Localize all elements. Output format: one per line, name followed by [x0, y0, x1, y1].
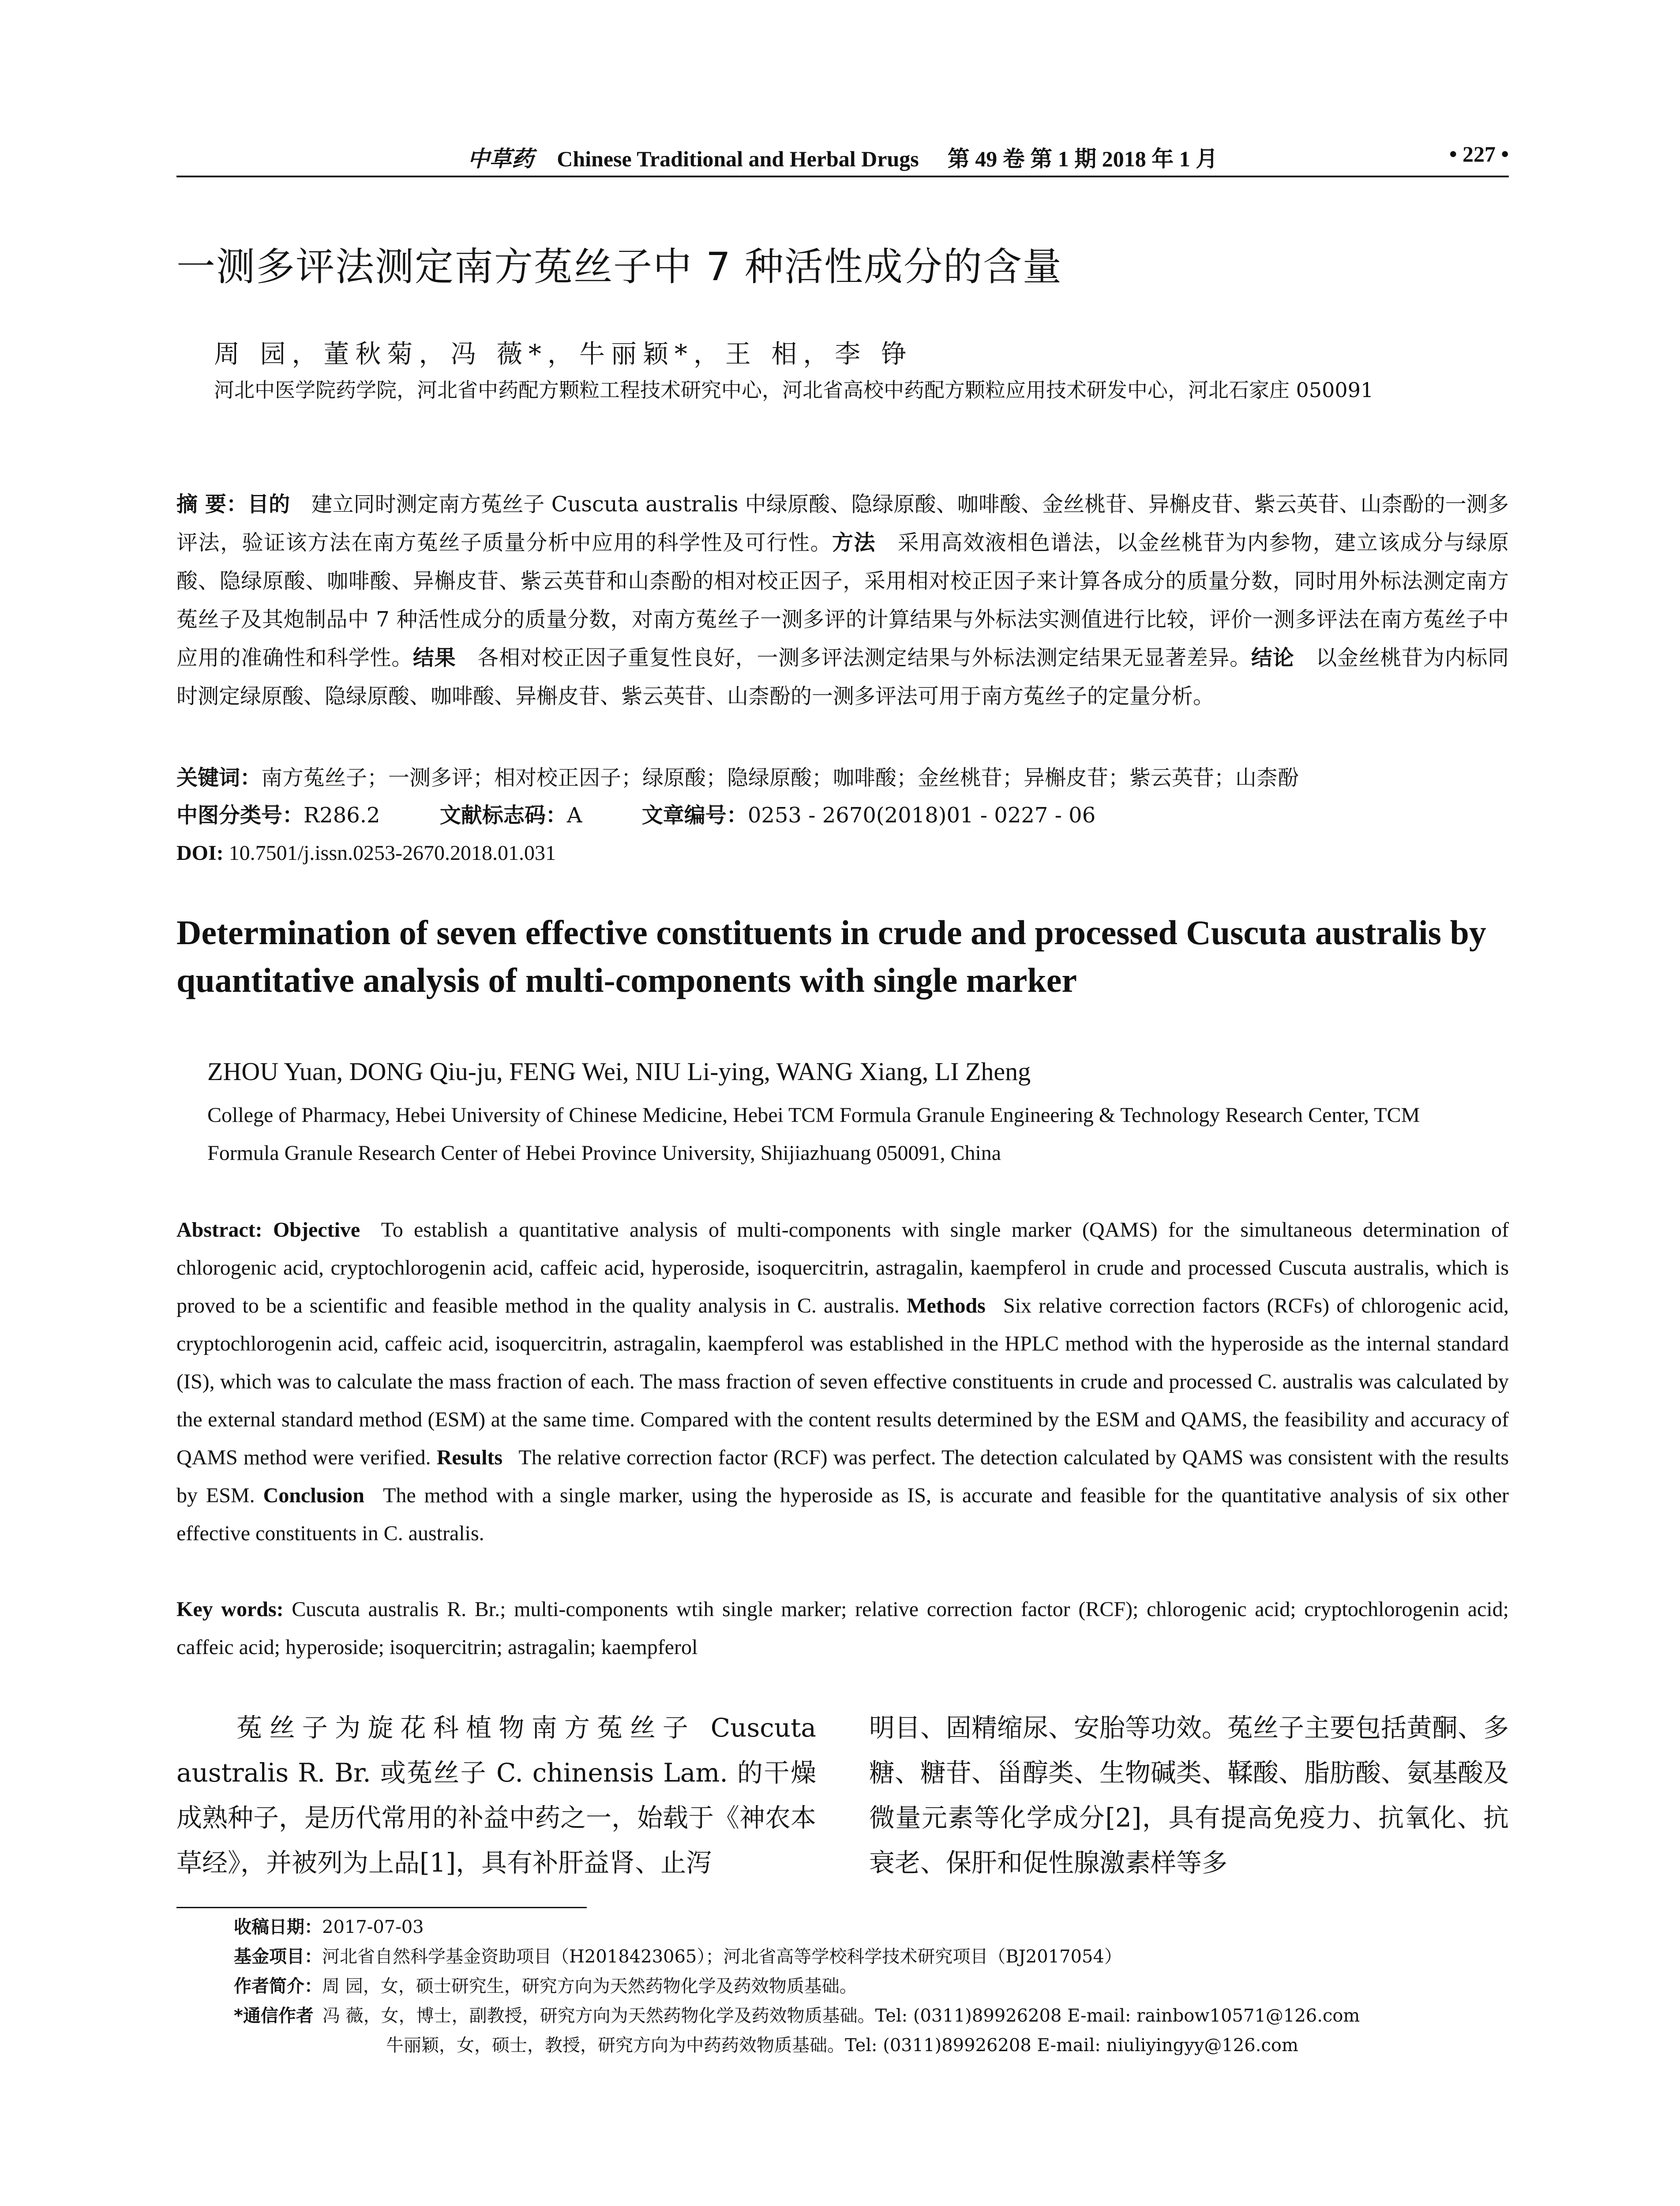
journal-logo-cn: 中草药	[467, 146, 534, 171]
conclusion-cn-label: 结论	[1251, 645, 1294, 670]
footnotes	[234, 1913, 1513, 2060]
abstract-en	[176, 1211, 1509, 1553]
conclusion-en-label: Conclusion	[263, 1484, 364, 1507]
bio-text: 周 园，女，硕士研究生，研究方向为天然药物化学及药效物质基础。	[322, 1976, 857, 1996]
bio-label: 作者简介：	[234, 1976, 322, 1996]
doi	[176, 834, 556, 872]
corresponding-author-2: 牛丽颖，女，硕士，教授，研究方向为中药药效物质基础。Tel: (0311)89926208 E-mail: niuliyingyy@126.com	[386, 2035, 1298, 2056]
title-cn: 一测多评法测定南方菟丝子中 7 种活性成分的含量	[176, 244, 1062, 289]
title-en: Determination of seven effective constituents in crude and processed Cuscuta australis by quantitative analysis of multi-components with single marker	[176, 913, 1486, 999]
body-column-right	[869, 1705, 1509, 1885]
doc-code-label: 文献标志码：	[439, 803, 567, 828]
body-column-left	[176, 1705, 816, 1885]
received-date: 2017-07-03	[322, 1917, 424, 1937]
running-header	[176, 141, 1509, 176]
body-text-left: 菟丝子为旋花科植物南方菟丝子 Cuscuta australis R. Br. 或菟丝子 C. chinensis Lam. 的干燥成熟种子，是历代常用的补益中药之一，始载于《神农本草经》，并被列为上品[1]，具有补肝益肾、止泻	[176, 1713, 817, 1878]
footnote-rule	[176, 1907, 587, 1908]
header-rule	[176, 176, 1509, 177]
keywords-en	[176, 1591, 1509, 1666]
article-no-value: 0253 - 2670(2018)01 - 0227 - 06	[747, 803, 1096, 828]
received-label: 收稿日期：	[234, 1917, 322, 1937]
keywords-en-text: Cuscuta australis R. Br.; multi-components wtih single marker; relative correction factor (RCF); chlorogenic acid; cryptochlorogenin acid; caffeic acid; hyperoside; isoquercitrin; astragalin; kaempferol	[176, 1598, 1509, 1659]
keywords-cn-text: 南方菟丝子；一测多评；相对校正因子；绿原酸；隐绿原酸；咖啡酸；金丝桃苷；异槲皮苷；紫云英苷；山柰酚	[261, 765, 1299, 790]
methods-en-label: Methods	[907, 1294, 986, 1317]
abstract-cn-label: 摘 要：	[176, 492, 248, 517]
results-en-label: Results	[436, 1446, 503, 1469]
clc-value: R286.2	[304, 803, 380, 828]
objective-en: To establish a quantitative analysis of multi-components with single marker (QAMS) for the simultaneous determination of chlorogenic acid, cryptochlorogenin acid, caffeic acid, hyperoside, isoquercitrin, astragalin, kaempferol in crude and processed Cuscuta australis, which is proved to be a scientific and feasible method in the quality analysis in C. australis.	[176, 1218, 1509, 1317]
abstract-cn	[176, 485, 1509, 716]
affiliation-en: College of Pharmacy, Hebei University of Chinese Medicine, Hebei TCM Formula Granule Engineering & Technology Research Center, TCM Formula Granule Research Center of Hebei Province University, Shijiazhuang 050091, China	[207, 1103, 1420, 1165]
conclusion-cn: 以金丝桃苷为内标同时测定绿原酸、隐绿原酸、咖啡酸、异槲皮苷、紫云英苷、山柰酚的一测多评法可用于南方菟丝子的定量分析。	[176, 645, 1509, 709]
objective-en-label: Abstract: Objective	[176, 1218, 360, 1242]
authors-cn: 周 园，董秋菊，冯 薇*，牛丽颖*，王 相，李 铮	[214, 339, 913, 369]
authors-en: ZHOU Yuan, DONG Qiu-ju, FENG Wei, NIU Li-ying, WANG Xiang, LI Zheng	[207, 1057, 1031, 1086]
methods-cn: 采用高效液相色谱法，以金丝桃苷为内参物，建立该成分与绿原酸、隐绿原酸、咖啡酸、异槲皮苷、紫云英苷和山柰酚的相对校正因子，采用相对校正因子来计算各成分的质量分数，同时用外标法测定南方菟丝子及其炮制品中 7 种活性成分的质量分数，对南方菟丝子一测多评的计算结果与外标法实测值进行比较，评价一测多评法在南方菟丝子中应用的准确性和科学性。	[176, 530, 1509, 670]
classification-meta	[176, 796, 1509, 835]
doi-value: 10.7501/j.issn.0253-2670.2018.01.031	[229, 841, 556, 865]
issue-info: 第 49 卷 第 1 期 2018 年 1 月	[947, 146, 1218, 171]
affiliation-cn: 河北中医学院药学院，河北省中药配方颗粒工程技术研究中心，河北省高校中药配方颗粒应用技术研发中心，河北石家庄 050091	[214, 378, 1374, 402]
results-en: The relative correction factor (RCF) was perfect. The detection calculated by QAMS was consistent with the results by ESM.	[176, 1446, 1509, 1507]
corresponding-label: *通信作者	[234, 2006, 314, 2026]
methods-en: Six relative correction factors (RCFs) of chlorogenic acid, cryptochlorogenin acid, caffeic acid, isoquercitrin, astragalin, kaempferol was established in the HPLC method with the hyperoside as the internal standard (IS), which was to calculate the mass fraction of each. The mass fraction of seven effective constituents in crude and processed C. australis was calculated by the external standard method (ESM) at the same time. Compared with the content results determined by the ESM and QAMS, the feasibility and accuracy of QAMS method were verified.	[176, 1294, 1509, 1469]
objective-cn: 建立同时测定南方菟丝子 Cuscuta australis 中绿原酸、隐绿原酸、咖啡酸、金丝桃苷、异槲皮苷、紫云英苷、山柰酚的一测多评法，验证该方法在南方菟丝子质量分析中应用的科学性及可行性。	[176, 492, 1509, 555]
fund-text: 河北省自然科学基金资助项目（H2018423065）；河北省高等学校科学技术研究项目（BJ2017054）	[322, 1947, 1122, 1967]
results-cn-label: 结果	[412, 645, 456, 670]
conclusion-en: The method with a single marker, using the hyperoside as IS, is accurate and feasible for the quantitative analysis of six other effective constituents in C. australis.	[176, 1484, 1509, 1545]
corresponding-author-1: 冯 薇，女，博士，副教授，研究方向为天然药物化学及药效物质基础。Tel: (0311)89926208 E-mail: rainbow10571@126.com	[322, 2006, 1360, 2026]
journal-name-en: Chinese Traditional and Herbal Drugs	[557, 146, 919, 171]
doc-code-value: A	[566, 803, 582, 828]
methods-cn-label: 方法	[832, 530, 876, 555]
fund-label: 基金项目：	[234, 1947, 322, 1967]
objective-cn-label: 目的	[248, 492, 290, 517]
page-number: • 227 •	[1449, 142, 1509, 166]
clc-label: 中图分类号：	[176, 803, 304, 828]
article-no-label: 文章编号：	[641, 803, 748, 828]
keywords-cn-label: 关键词：	[176, 765, 262, 790]
keywords-en-label: Key words:	[176, 1598, 284, 1621]
keywords-cn	[176, 759, 1509, 797]
body-text-right: 明目、固精缩尿、安胎等功效。菟丝子主要包括黄酮、多糖、糖苷、甾醇类、生物碱类、鞣酸、脂肪酸、氨基酸及微量元素等化学成分[2]，具有提高免疫力、抗氧化、抗衰老、保肝和促性腺激素样等多	[869, 1713, 1509, 1878]
results-cn: 各相对校正因子重复性良好，一测多评法测定结果与外标法测定结果无显著差异。	[477, 645, 1252, 670]
doi-label: DOI:	[176, 841, 224, 865]
